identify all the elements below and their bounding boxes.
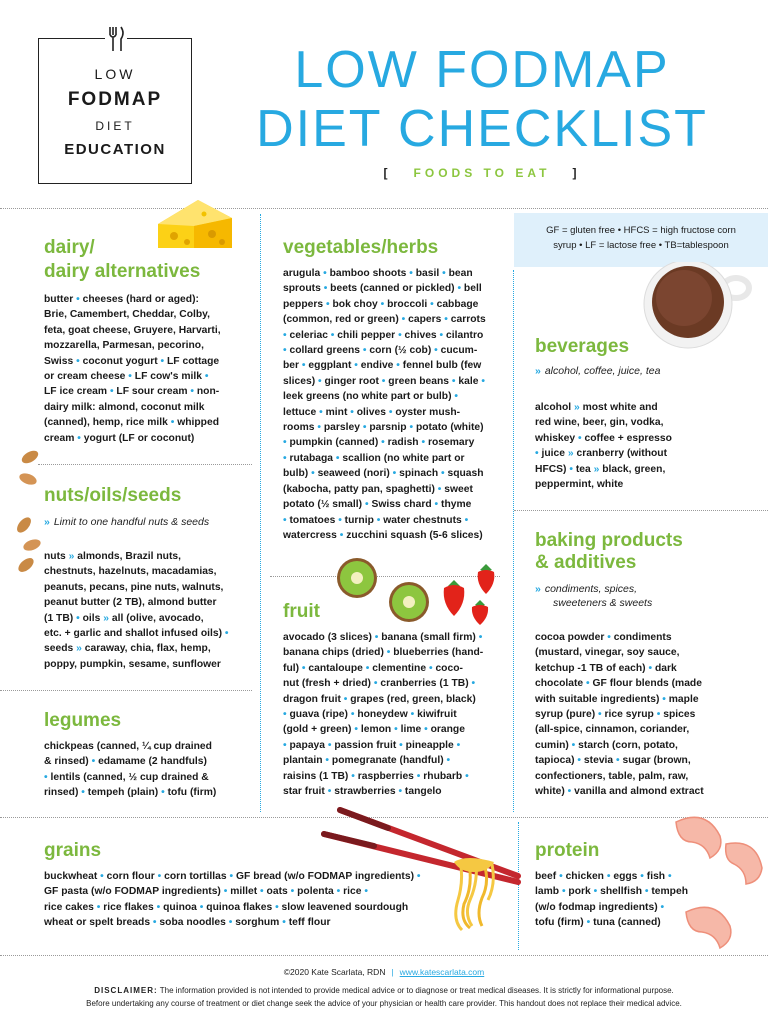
list-line: dairy milk: almond, coconut milk xyxy=(44,401,205,413)
column-divider-left xyxy=(260,214,261,812)
footer-credit xyxy=(0,967,768,977)
nuts-note xyxy=(44,515,209,529)
list-line: • juice » cranberry (without xyxy=(535,448,668,460)
protein-list xyxy=(535,869,735,931)
list-line: or cream cheese • LF cow's milk • xyxy=(44,371,209,383)
subtitle-text: FOODS TO EAT xyxy=(413,166,551,180)
logo-line-education: EDUCATION xyxy=(64,141,166,158)
section-title-grains: grains xyxy=(44,840,102,861)
footer-divider xyxy=(0,955,768,956)
list-line: (canned), hemp, rice milk • whipped xyxy=(44,417,219,429)
logo-line-low: LOW xyxy=(94,66,136,82)
list-line: wheat or spelt breads • soba noodles • sorghum • teff flour xyxy=(44,917,331,929)
list-line: LF ice cream • LF sour cream • non- xyxy=(44,386,220,398)
logo xyxy=(38,38,192,184)
top-divider xyxy=(0,208,768,209)
list-line: peppers • bok choy • broccoli • cabbage xyxy=(283,298,479,310)
list-line: • collard greens • corn (½ cob) • cucum- xyxy=(283,345,478,357)
legumes-list xyxy=(44,739,256,801)
list-line: lettuce • mint • olives • oyster mush- xyxy=(283,406,461,418)
section-title-baking xyxy=(535,530,683,574)
fruit-list xyxy=(283,630,505,799)
double-chevron-icon: » xyxy=(44,516,50,528)
baking-list xyxy=(535,630,763,799)
baking-note-line2: sweeteners & sweets xyxy=(553,597,653,609)
list-line: tapioca) • stevia • sugar (brown, xyxy=(535,755,691,767)
list-line: (common, red or green) • capers • carrots xyxy=(283,314,486,326)
baking-title-line1: baking products xyxy=(535,530,683,551)
list-line: butter • cheeses (hard or aged): xyxy=(44,294,199,305)
list-line: • pumpkin (canned) • radish • rosemary xyxy=(283,437,475,449)
copyright-text: ©2020 Kate Scarlata, RDN xyxy=(283,967,386,977)
section-title-vegetables: vegetables/herbs xyxy=(283,237,439,258)
list-line: (gold + green) • lemon • lime • orange xyxy=(283,724,465,736)
list-line: seeds » caraway, chia, flax, hemp, xyxy=(44,643,211,655)
list-line: dragon fruit • grapes (red, green, black) xyxy=(283,693,476,705)
list-line: alcohol » most white and xyxy=(535,402,658,413)
almond-icon xyxy=(12,445,46,600)
disclaimer xyxy=(40,984,728,1010)
list-line: Swiss • coconut yogurt • LF cottage xyxy=(44,355,220,367)
nuts-note-text: Limit to one handful nuts & seeds xyxy=(53,516,210,528)
right-divider-bev-baking xyxy=(514,510,768,511)
list-line: nuts » almonds, Brazil nuts, xyxy=(44,551,181,562)
list-line: raisins (1 TB) • raspberries • rhubarb • xyxy=(283,770,469,782)
list-line: (1 TB) • oils » all (olive, avocado, xyxy=(44,612,204,624)
section-title-beverages: beverages xyxy=(535,336,630,357)
section-title-nuts: nuts/oils/seeds xyxy=(44,485,182,506)
list-line: tofu (firm) • tuna (canned) xyxy=(535,917,661,929)
list-line: banana chips (dried) • blueberries (hand- xyxy=(283,647,484,659)
logo-line-fodmap: FODMAP xyxy=(67,89,163,110)
list-line: ketchup -1 TB of each) • dark xyxy=(535,662,677,674)
baking-note-line1: condiments, spices, xyxy=(544,583,638,595)
left-divider-dairy-nuts xyxy=(38,464,252,465)
list-line: • rutabaga • scallion (no white part or xyxy=(283,452,465,464)
column-divider-right xyxy=(513,270,514,812)
section-title-fruit: fruit xyxy=(283,601,320,622)
list-line: bulb) • seaweed (nori) • spinach • squash xyxy=(283,468,484,480)
double-chevron-icon: » xyxy=(535,583,541,595)
list-line: syrup (pure) • rice syrup • spices xyxy=(535,709,696,721)
baking-title-line2: & additives xyxy=(535,552,637,573)
disclaimer-line1: The information provided is not intended to provide medical advice or to diagnose or treat medical diseases. It is strictly for informational purpose. xyxy=(159,986,674,995)
list-line: (mustard, vinegar, soy sauce, xyxy=(535,647,680,659)
list-line: red wine, beer, gin, vodka, xyxy=(535,417,664,429)
key-line2: syrup • LF = lactose free • TB=tablespoon xyxy=(553,240,729,251)
subtitle-bracket-open: [ xyxy=(383,166,392,180)
list-line: chestnuts, hazelnuts, macadamias, xyxy=(44,566,217,578)
list-line: etc. + garlic and shallot infused oils) • xyxy=(44,628,229,640)
list-line: rice cakes • rice flakes • quinoa • quinoa flakes • slow leavened sourdough xyxy=(44,901,409,913)
key-line1: GF = gluten free • HFCS = high fructose corn xyxy=(546,225,736,236)
list-line: confectioners, table, palm, raw, xyxy=(535,770,689,782)
list-line: nut (fresh + dried) • cranberries (1 TB) • xyxy=(283,678,476,690)
list-line: cream • yogurt (LF or coconut) xyxy=(44,432,195,444)
list-line: with suitable ingredients) • maple xyxy=(535,693,699,705)
beverages-note xyxy=(535,364,660,378)
list-line: rinsed) • tempeh (plain) • tofu (firm) xyxy=(44,787,217,799)
list-line: chickpeas (canned, ¼ cup drained xyxy=(44,741,212,752)
list-line: beef • chicken • eggs • fish • xyxy=(535,871,672,882)
list-line: arugula • bamboo shoots • basil • bean xyxy=(283,268,473,279)
list-line: plantain • pomegranate (handful) • xyxy=(283,755,451,767)
list-line: peppermint, white xyxy=(535,479,624,491)
page-subtitle xyxy=(236,166,728,180)
list-line: slices) • ginger root • green beans • kale • xyxy=(283,375,485,387)
list-line: HFCS) • tea » black, green, xyxy=(535,463,666,475)
nuts-list xyxy=(44,549,256,672)
list-line: poppy, pumpkin, sesame, sunflower xyxy=(44,658,221,670)
list-line: GF pasta (w/o FODMAP ingredients) • millet • oats • polenta • rice • xyxy=(44,886,368,898)
logo-line-diet: DIET xyxy=(95,119,135,133)
list-line: • celeriac • chili pepper • chives • cilantro xyxy=(283,329,484,341)
list-line: avocado (3 slices) • banana (small firm) • xyxy=(283,632,483,643)
list-line: cocoa powder • condiments xyxy=(535,632,672,643)
baking-note xyxy=(535,582,652,610)
list-line: cumin) • starch (corn, potato, xyxy=(535,739,678,751)
list-line: & rinsed) • edamame (2 handfuls) xyxy=(44,756,207,768)
list-line: • tomatoes • turnip • water chestnuts • xyxy=(283,514,469,526)
list-line: whiskey • coffee + espresso xyxy=(535,432,672,444)
beverages-note-text: alcohol, coffee, juice, tea xyxy=(544,365,661,377)
list-line: chocolate • GF flour blends (made xyxy=(535,678,702,690)
dairy-title-line2: dairy alternatives xyxy=(44,261,201,282)
list-line: peanut butter (2 TB), almond butter xyxy=(44,597,217,609)
list-line: star fruit • strawberries • tangelo xyxy=(283,786,442,798)
list-line: (kabocha, patty pan, spaghetti) • sweet xyxy=(283,483,473,495)
website-link[interactable]: www.katescarlata.com xyxy=(399,967,485,977)
footer-separator: | xyxy=(391,967,394,977)
left-divider-nuts-legumes xyxy=(0,690,252,691)
list-line: mozzarella, Parmesan, pecorino, xyxy=(44,340,204,352)
abbreviation-key xyxy=(514,213,768,267)
section-title-protein: protein xyxy=(535,840,600,861)
list-line: • lentils (canned, ½ cup drained & xyxy=(44,771,209,783)
grains-list xyxy=(44,869,464,931)
beverages-list xyxy=(535,400,763,492)
double-chevron-icon: » xyxy=(535,365,541,377)
page-title-line1: LOW FODMAP xyxy=(294,41,670,99)
list-line: watercress • zucchini squash (5-6 slices) xyxy=(283,529,483,541)
fork-knife-icon xyxy=(105,25,127,53)
vegetables-list xyxy=(283,266,505,543)
disclaimer-line2: Before undertaking any course of treatment or diet change seek the advice of your physician or health care provider. This handout does not replace their medical advice. xyxy=(86,999,682,1008)
strawberry-icon xyxy=(440,560,502,635)
list-line: lamb • pork • shellfish • tempeh xyxy=(535,886,688,898)
list-line: (w/o fodmap ingredients) • xyxy=(535,901,665,913)
dairy-list xyxy=(44,292,256,446)
list-line: (all-spice, cinnamon, coriander, xyxy=(535,724,690,736)
list-line: ful) • cantaloupe • clementine • coco- xyxy=(283,662,463,674)
list-line: feta, goat cheese, Gruyere, Harvarti, xyxy=(44,324,221,336)
list-line: sprouts • beets (canned or pickled) • bell xyxy=(283,283,482,295)
subtitle-bracket-close: ] xyxy=(572,166,581,180)
dairy-title-line1: dairy/ xyxy=(44,237,95,258)
section-title-dairy xyxy=(44,237,200,283)
list-line: rooms • parsley • parsnip • potato (white) xyxy=(283,422,484,434)
list-line: buckwheat • corn flour • corn tortillas • GF bread (w/o FODMAP ingredients) • xyxy=(44,871,421,882)
list-line: ber • eggplant • endive • fennel bulb (few xyxy=(283,360,482,372)
list-line: potato (½ small) • Swiss chard • thyme xyxy=(283,499,472,511)
list-line: Brie, Camembert, Cheddar, Colby, xyxy=(44,309,211,321)
list-line: peanuts, pecans, pine nuts, walnuts, xyxy=(44,581,224,593)
disclaimer-label: DISCLAIMER: xyxy=(94,986,158,995)
list-line: • papaya • passion fruit • pineapple • xyxy=(283,739,461,751)
list-line: white) • vanilla and almond extract xyxy=(535,786,704,798)
page-title-line2: DIET CHECKLIST xyxy=(256,100,708,158)
coffee-cup-icon xyxy=(640,262,752,357)
section-title-legumes: legumes xyxy=(44,710,122,731)
kiwi-icon xyxy=(333,556,433,631)
list-line: leek greens (no white part or bulb) • xyxy=(283,391,459,403)
list-line: • guava (ripe) • honeydew • kiwifruit xyxy=(283,709,457,721)
